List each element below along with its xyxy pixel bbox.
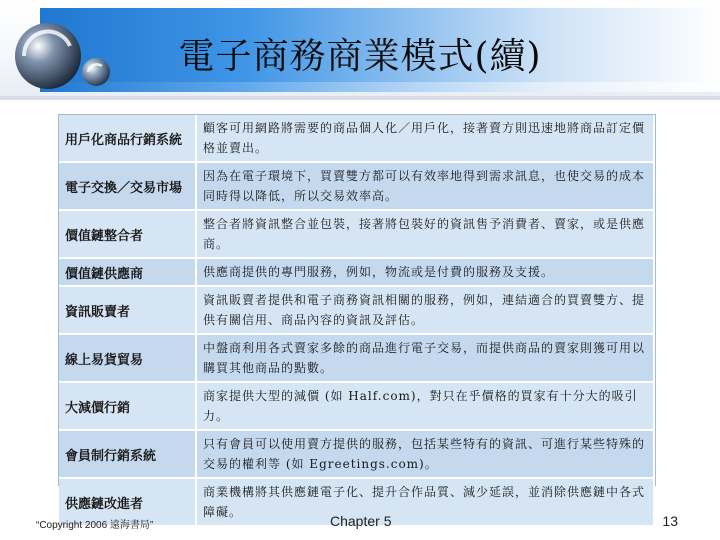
- row-description: 商家提供大型的減價 (如 Half.com)，對只在乎價格的買家有十分大的吸引力。: [196, 382, 654, 430]
- row-term: 用戶化商品行銷系統: [59, 115, 196, 162]
- row-term: 電子交換／交易市場: [59, 162, 196, 210]
- table-row: [59, 334, 654, 382]
- row-term: 供應鏈改進者: [59, 478, 196, 526]
- footer-page-number: 13: [662, 513, 678, 529]
- row-description: 只有會員可以使用賣方提供的服務，包括某些特有的資訊、可進行某些特殊的交易的權利等 (如 Egreetings.com)。: [196, 430, 654, 478]
- header-divider: [0, 96, 720, 100]
- row-description: 因為在電子環境下，買賣雙方都可以有效率地得到需求訊息，也使交易的成本同時得以降低，所以交易效率高。: [196, 162, 654, 210]
- table: [59, 115, 655, 527]
- footer-chapter: Chapter 5: [330, 513, 392, 529]
- row-term: 大減價行銷: [59, 382, 196, 430]
- table-row: [59, 286, 654, 334]
- row-description: 整合者將資訊整合並包裝，接著將包裝好的資訊售予消費者、賣家，或是供應商。: [196, 210, 654, 258]
- page-title: 電子商務商業模式(續): [178, 36, 542, 77]
- table-row: [59, 115, 654, 162]
- table-row: [59, 382, 654, 430]
- row-description: 中盤商利用各式賣家多餘的商品進行電子交易，而提供商品的賣家則獲可用以購買其他商品的點數。: [196, 334, 654, 382]
- row-term: 線上易貨貿易: [59, 334, 196, 382]
- table-row: [59, 430, 654, 478]
- row-description: 商業機構將其供應鏈電子化、提升合作品質、減少延誤，並消除供應鏈中各式障礙。: [196, 478, 654, 526]
- business-model-table: [58, 114, 656, 519]
- row-term: 價值鏈供應商: [59, 258, 196, 286]
- row-term: 會員制行銷系統: [59, 430, 196, 478]
- row-description: 顧客可用網路將需要的商品個人化／用戶化，接著賣方則迅速地將商品訂定價格並賣出。: [196, 115, 654, 162]
- table-row: [59, 258, 654, 286]
- footer-copyright: “Copyright 2006 遠海書局”: [36, 520, 154, 531]
- row-description: 資訊販賣者提供和電子商務資訊相關的服務，例如，連結適合的買賣雙方、提供有關信用、商品內容的資訊及評估。: [196, 286, 654, 334]
- table-row: [59, 210, 654, 258]
- row-term: 資訊販賣者: [59, 286, 196, 334]
- row-description: 供應商提供的專門服務，例如，物流或是付費的服務及支援。: [196, 258, 654, 286]
- table-row: [59, 162, 654, 210]
- row-term: 價值鏈整合者: [59, 210, 196, 258]
